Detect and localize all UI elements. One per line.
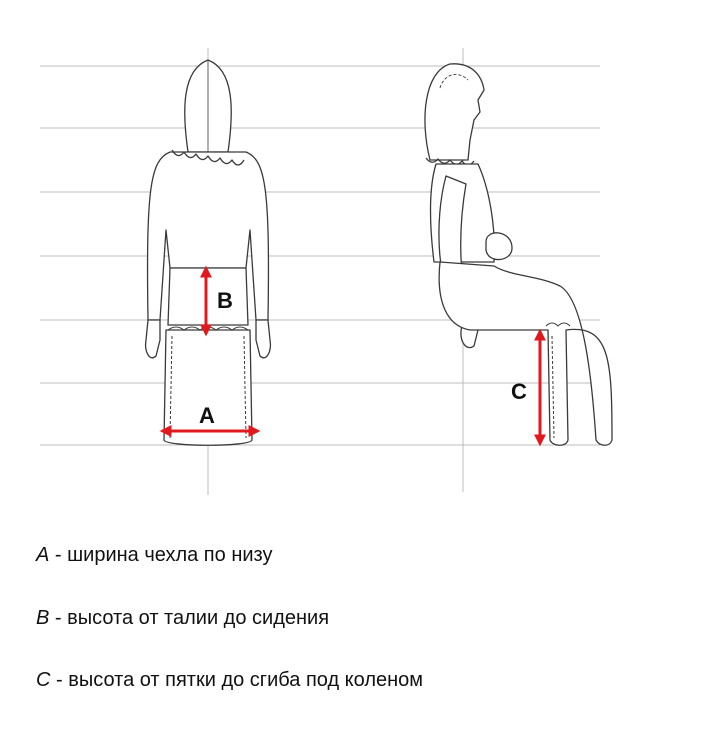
- legend-item-c: [36, 668, 423, 692]
- legend-key-b: B: [36, 607, 50, 629]
- legend-item-a: [36, 543, 272, 567]
- legend-key-c: C: [36, 669, 51, 691]
- legend-text-c: - высота от пятки до сгиба под коленом: [50, 669, 424, 691]
- legend-item-b: [36, 606, 329, 630]
- grid-lines: [40, 48, 600, 495]
- back-view-figure: [146, 60, 271, 445]
- label-a: A: [199, 403, 215, 428]
- legend-text-b: - высота от талии до сидения: [49, 607, 330, 629]
- legend-key-a: A: [36, 544, 50, 566]
- legend-text-a: - ширина чехла по низу: [49, 544, 273, 566]
- label-c: C: [511, 379, 527, 404]
- label-b: B: [217, 288, 233, 313]
